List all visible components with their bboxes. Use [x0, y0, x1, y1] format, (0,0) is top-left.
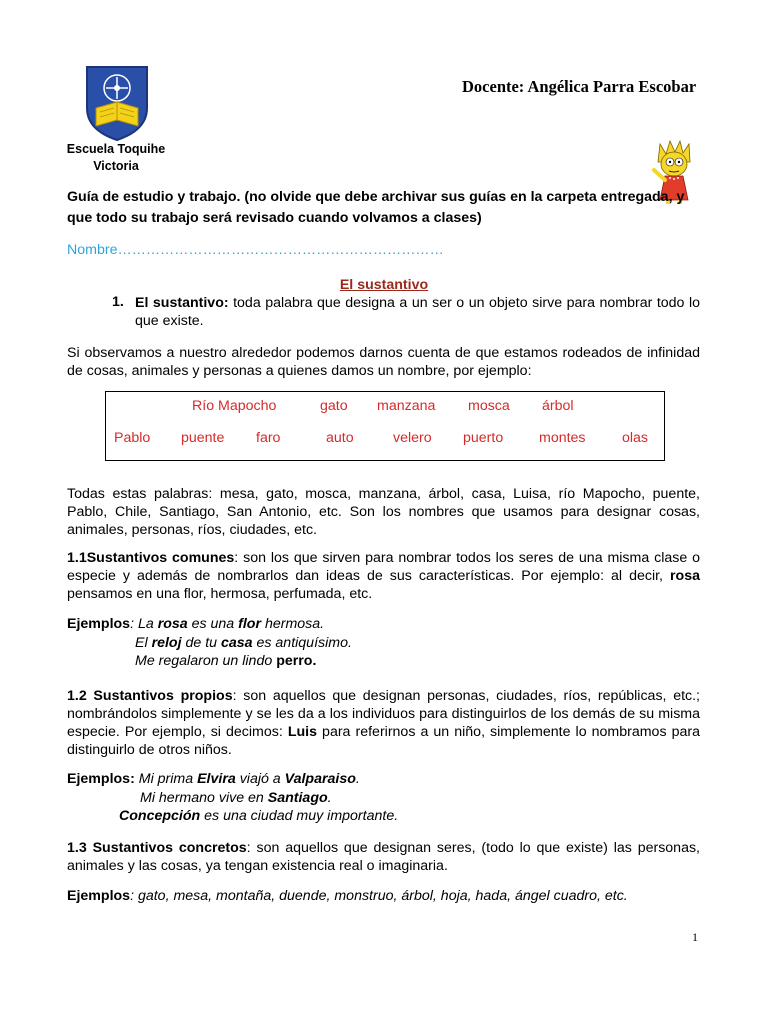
example-text: es una ciudad muy importante. [200, 808, 399, 824]
example-bold: Elvira [197, 771, 236, 787]
example-text: Mi prima [134, 771, 198, 787]
name-field[interactable]: Nombre…………………………………………………………… [67, 242, 444, 258]
example-bold: rosa [157, 616, 188, 632]
comunes-example-2 [135, 635, 352, 651]
definition-paragraph [135, 294, 700, 330]
comunes-paragraph [67, 549, 700, 603]
example-text: es una [187, 616, 239, 632]
comunes-text: : son los que sirven para nombrar todos los seres de una misma clase o especie y además de nombrarlos dan ideas de sus características. Por ejemplo: al decir, [67, 550, 700, 584]
box-word: olas [622, 430, 649, 446]
example-text: hermosa. [261, 616, 325, 632]
example-text: es antiquísimo. [252, 635, 352, 651]
todas-paragraph: Todas estas palabras: mesa, gato, mosca, manzana, árbol, casa, Luisa, río Mapocho, puente, Pablo, Chile, Santiago, San Antonio, etc. Son los nombres que usamos para designar cosas, animales, personas, ríos, ciudades, etc. [67, 486, 700, 538]
comunes-term: 1.1Sustantivos comunes [67, 550, 235, 566]
box-word: Pablo [114, 430, 151, 446]
page-number: 1 [692, 930, 698, 944]
definition-term: El sustantivo: [135, 295, 229, 311]
box-word: auto [326, 430, 354, 446]
example-bold: Santiago [267, 790, 328, 806]
comunes-text: pensamos en una flor, hermosa, perfumada, etc. [67, 586, 373, 602]
box-word: velero [393, 430, 432, 446]
example-text: : La [130, 616, 158, 632]
example-bold: reloj [151, 635, 182, 651]
guide-instructions: Guía de estudio y trabajo. (no olvide que debe archivar sus guías en la carpeta entregada, y que todo su trabajo será revisado cuando volvamos a clases) [67, 189, 685, 226]
intro-paragraph: Si observamos a nuestro alrededor podemos darnos cuenta de que estamos rodeados de infinidad de cosas, animales y personas a quienes damos un nombre, por ejemplo: [67, 345, 700, 379]
propios-text: para referirnos a un niño, simplemente lo nombramos para distinguirlo de otros niños. [67, 724, 700, 758]
example-text: . [327, 790, 332, 806]
comunes-example-1 [67, 616, 324, 632]
propios-example-2 [140, 790, 332, 806]
example-bold: flor [238, 616, 261, 632]
example-text: Me regalaron un lindo [135, 653, 277, 669]
example-bold: Valparaiso [284, 771, 356, 787]
example-text: viajó a [235, 771, 285, 787]
section-title-text: El sustantivo [339, 277, 429, 293]
propios-example-1 [67, 771, 360, 787]
box-word: gato [320, 398, 348, 414]
example-label: Ejemplos: [67, 771, 135, 787]
school-name-line2: Victoria [93, 159, 139, 173]
example-text: de tu [181, 635, 221, 651]
box-word: puente [181, 430, 225, 446]
comunes-bold: rosa [670, 568, 700, 584]
example-text: . [355, 771, 360, 787]
example-bold: perro. [276, 653, 317, 669]
propios-example-3 [119, 808, 398, 824]
teacher-name: Docente: Angélica Parra Escobar [462, 77, 697, 96]
comunes-example-3 [135, 653, 316, 669]
propios-term: 1.2 Sustantivos propios [67, 688, 233, 704]
school-name-line1: Escuela Toquihe [66, 142, 166, 156]
box-word: Río Mapocho [192, 398, 277, 414]
box-word: árbol [542, 398, 574, 414]
box-word: montes [539, 430, 586, 446]
school-name [66, 141, 166, 175]
propios-bold: Luis [287, 724, 317, 740]
definition-number: 1. [112, 294, 124, 310]
propios-text: : son aquellos que designan personas, ciudades, ríos, repúblicas, etc.; nombrándolos simplemente y se les da a los individuos para distinguirlos de los demás de su misma especie. Por ejemplo, si decimos: [67, 688, 701, 740]
example-text: El [135, 635, 152, 651]
box-word: manzana [377, 398, 436, 414]
example-label: Ejemplos [67, 616, 131, 632]
example-bold: casa [220, 635, 253, 651]
example-text: Mi hermano vive en [140, 790, 268, 806]
section-title [0, 277, 768, 293]
box-word: mosca [468, 398, 510, 414]
example-label: Ejemplos [67, 888, 131, 904]
propios-paragraph [67, 687, 700, 759]
concretos-term: 1.3 Sustantivos concretos [67, 840, 247, 856]
box-word: faro [256, 430, 281, 446]
example-bold: Concepción [119, 808, 201, 824]
concretos-example [67, 888, 628, 904]
example-text: : gato, mesa, montaña, duende, monstruo, árbol, hoja, hada, ángel cuadro, etc. [130, 888, 628, 904]
box-word: puerto [463, 430, 504, 446]
concretos-paragraph [67, 839, 700, 875]
school-crest-logo [84, 64, 150, 142]
concretos-text: : son aquellos que designan seres, (todo lo que existe) las personas, animales y las cosas, ya tengan existencia real o imaginaria. [67, 840, 700, 874]
definition-text: toda palabra que designa a un ser o un objeto sirve para nombrar todo lo que existe. [135, 295, 700, 329]
examples-box [105, 391, 665, 461]
